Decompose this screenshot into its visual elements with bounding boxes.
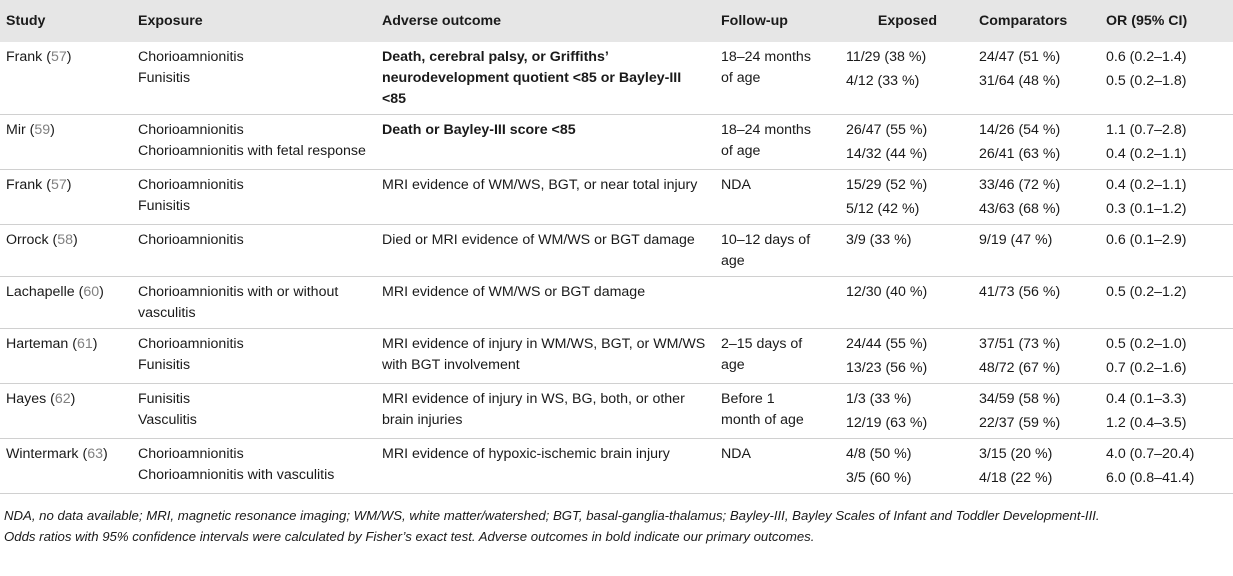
- exposed-value: 15/29 (52 %): [846, 177, 928, 193]
- comparators-cell: [951, 170, 1092, 225]
- followup-cell: 18–24 months of age: [721, 122, 811, 159]
- exposed-cell: [822, 170, 951, 225]
- followup-cell: NDA: [721, 177, 751, 193]
- or-cell: [1092, 277, 1233, 329]
- exposed-value: 14/32 (44 %): [846, 146, 928, 162]
- outcome-cell: MRI evidence of injury in WS, BG, both, or other brain injuries: [382, 391, 685, 428]
- exposure-item: Chorioamnionitis: [138, 122, 244, 138]
- or-value: 0.4 (0.2–1.1): [1106, 177, 1187, 193]
- table-row: [0, 42, 1233, 115]
- or-value: 0.6 (0.1–2.9): [1106, 232, 1187, 248]
- comparators-value: 31/64 (48 %): [979, 73, 1061, 89]
- exposure-cell: [132, 277, 376, 329]
- or-value: 0.7 (0.2–1.6): [1106, 360, 1187, 376]
- reference-link[interactable]: 57: [50, 177, 67, 193]
- header-outcome: Adverse outcome: [382, 13, 502, 29]
- comparators-value: 4/18 (22 %): [979, 470, 1053, 486]
- outcome-cell: MRI evidence of hypoxic-ischemic brain injury: [382, 446, 670, 462]
- header-exposure: Exposure: [138, 13, 203, 29]
- study-name: Mir: [6, 122, 26, 138]
- exposed-value: 26/47 (55 %): [846, 122, 928, 138]
- exposed-value: 12/19 (63 %): [846, 415, 928, 431]
- study-cell: Wintermark (63): [6, 446, 108, 462]
- comparators-cell: [951, 115, 1092, 170]
- comparators-value: 14/26 (54 %): [979, 122, 1061, 138]
- exposure-cell: [132, 225, 376, 277]
- exposure-item: Funisitis: [138, 198, 191, 214]
- study-name: Frank: [6, 49, 43, 65]
- or-cell: [1092, 384, 1233, 439]
- exposed-cell: [822, 225, 951, 277]
- or-value: 0.6 (0.2–1.4): [1106, 49, 1187, 65]
- exposure-cell: [132, 384, 376, 439]
- or-cell: [1092, 170, 1233, 225]
- outcome-cell: MRI evidence of WM/WS, BGT, or near total injury: [382, 177, 698, 193]
- exposure-item: Chorioamnionitis with fetal response: [138, 143, 366, 159]
- exposure-item: Chorioamnionitis: [138, 336, 244, 352]
- exposure-item: Chorioamnionitis: [138, 177, 244, 193]
- reference-link[interactable]: 59: [34, 122, 51, 138]
- reference-link[interactable]: 58: [57, 232, 74, 248]
- or-value: 1.1 (0.7–2.8): [1106, 122, 1187, 138]
- exposed-value: 1/3 (33 %): [846, 391, 912, 407]
- study-cell: Hayes (62): [6, 391, 76, 407]
- exposed-cell: [822, 277, 951, 329]
- comparators-cell: [951, 384, 1092, 439]
- exposure-cell: [132, 329, 376, 384]
- or-cell: [1092, 329, 1233, 384]
- study-cell: Orrock (58): [6, 232, 78, 248]
- reference-link[interactable]: 60: [83, 284, 100, 300]
- study-name: Harteman: [6, 336, 69, 352]
- or-cell: [1092, 42, 1233, 115]
- outcome-cell: Died or MRI evidence of WM/WS or BGT damage: [382, 232, 695, 248]
- followup-cell: Before 1 month of age: [721, 391, 804, 428]
- or-value: 6.0 (0.8–41.4): [1106, 470, 1195, 486]
- followup-cell: [715, 277, 822, 329]
- exposed-value: 12/30 (40 %): [846, 284, 928, 300]
- exposed-value: 13/23 (56 %): [846, 360, 928, 376]
- table-row: [0, 170, 1233, 225]
- table-row: [0, 384, 1233, 439]
- exposure-item: Funisitis: [138, 391, 191, 407]
- exposure-cell: [132, 115, 376, 170]
- study-name: Wintermark: [6, 446, 79, 462]
- exposed-value: 24/44 (55 %): [846, 336, 928, 352]
- reference-link[interactable]: 62: [54, 391, 71, 407]
- header-row: [0, 0, 1233, 42]
- comparators-value: 41/73 (56 %): [979, 284, 1061, 300]
- or-cell: [1092, 115, 1233, 170]
- exposure-item: Vasculitis: [138, 412, 197, 428]
- study-name: Frank: [6, 177, 43, 193]
- abbreviations-note: NDA, no data available; MRI, magnetic resonance imaging; WM/WS, white matter/watershed; BGT, basal-ganglia-thalamus; Bayley-III, Bayley Scales of Infant and Toddler Development-III.: [4, 508, 1100, 523]
- study-cell: Harteman (61): [6, 336, 98, 352]
- exposure-cell: [132, 170, 376, 225]
- or-value: 0.3 (0.1–1.2): [1106, 201, 1187, 217]
- comparators-value: 34/59 (58 %): [979, 391, 1061, 407]
- study-name: Lachapelle: [6, 284, 75, 300]
- followup-cell: 2–15 days of age: [721, 336, 803, 373]
- or-cell: [1092, 439, 1233, 494]
- study-cell: Mir (59): [6, 122, 55, 138]
- exposed-cell: [822, 439, 951, 494]
- exposure-item: Funisitis: [138, 357, 191, 373]
- or-value: 0.5 (0.2–1.2): [1106, 284, 1187, 300]
- study-cell: Lachapelle (60): [6, 284, 104, 300]
- exposure-item: Funisitis: [138, 70, 191, 86]
- exposed-value: 4/12 (33 %): [846, 73, 920, 89]
- followup-cell: 10–12 days of age: [721, 232, 811, 269]
- or-value: 0.5 (0.2–1.8): [1106, 73, 1187, 89]
- exposed-value: 5/12 (42 %): [846, 201, 920, 217]
- outcome-cell: MRI evidence of injury in WM/WS, BGT, or WM/WS with BGT involvement: [382, 336, 706, 373]
- comparators-value: 9/19 (47 %): [979, 232, 1053, 248]
- header-comparators: Comparators: [979, 13, 1068, 29]
- exposure-cell: [132, 439, 376, 494]
- header-study: Study: [6, 13, 46, 29]
- comparators-cell: [951, 439, 1092, 494]
- or-value: 0.5 (0.2–1.0): [1106, 336, 1187, 352]
- comparators-value: 48/72 (67 %): [979, 360, 1061, 376]
- exposed-cell: [822, 329, 951, 384]
- or-cell: [1092, 225, 1233, 277]
- comparators-value: 43/63 (68 %): [979, 201, 1061, 217]
- table-row: [0, 115, 1233, 170]
- comparators-cell: [951, 225, 1092, 277]
- outcome-cell: Death or Bayley-III score <85: [382, 122, 576, 138]
- exposure-item: Chorioamnionitis with or without vasculitis: [138, 284, 339, 321]
- exposure-item: Chorioamnionitis: [138, 232, 244, 248]
- exposed-value: 3/5 (60 %): [846, 470, 912, 486]
- comparators-value: 22/37 (59 %): [979, 415, 1061, 431]
- table-row: [0, 225, 1233, 277]
- table-row: [0, 439, 1233, 494]
- or-value: 0.4 (0.2–1.1): [1106, 146, 1187, 162]
- outcome-cell: MRI evidence of WM/WS or BGT damage: [382, 284, 646, 300]
- exposed-value: 11/29 (38 %): [846, 49, 927, 65]
- comparators-cell: [951, 329, 1092, 384]
- exposed-cell: [822, 42, 951, 115]
- comparators-value: 3/15 (20 %): [979, 446, 1053, 462]
- exposed-value: 4/8 (50 %): [846, 446, 912, 462]
- exposed-cell: [822, 115, 951, 170]
- table-notes: [0, 494, 1143, 546]
- comparators-value: 33/46 (72 %): [979, 177, 1061, 193]
- exposure-item: Chorioamnionitis with vasculitis: [138, 467, 335, 483]
- exposure-item: Chorioamnionitis: [138, 446, 244, 462]
- comparators-value: 24/47 (51 %): [979, 49, 1061, 65]
- outcome-cell: Death, cerebral palsy, or Griffiths’ neurodevelopment quotient <85 or Bayley-III <85: [382, 49, 682, 107]
- methods-note: Odds ratios with 95% confidence intervals were calculated by Fisher’s exact test. Adverse outcomes in bold indicate our primary outcomes.: [4, 529, 815, 544]
- table-row: [0, 277, 1233, 329]
- followup-cell: 18–24 months of age: [721, 49, 811, 86]
- reference-link[interactable]: 61: [76, 336, 93, 352]
- study-cell: Frank (57): [6, 177, 72, 193]
- comparators-value: 37/51 (73 %): [979, 336, 1061, 352]
- header-exposed: Exposed: [877, 13, 937, 29]
- exposure-cell: [132, 42, 376, 115]
- header-followup: Follow-up: [721, 13, 788, 29]
- study-name: Orrock: [6, 232, 49, 248]
- or-value: 0.4 (0.1–3.3): [1106, 391, 1187, 407]
- study-cell: Frank (57): [6, 49, 72, 65]
- reference-link[interactable]: 63: [87, 446, 103, 462]
- comparators-cell: [951, 42, 1092, 115]
- header-or: OR (95% CI): [1106, 13, 1188, 29]
- comparators-value: 26/41 (63 %): [979, 146, 1061, 162]
- exposed-cell: [822, 384, 951, 439]
- reference-link[interactable]: 57: [50, 49, 67, 65]
- or-value: 4.0 (0.7–20.4): [1106, 446, 1195, 462]
- exposure-item: Chorioamnionitis: [138, 49, 244, 65]
- exposed-value: 3/9 (33 %): [846, 232, 912, 248]
- comparators-cell: [951, 277, 1092, 329]
- followup-cell: NDA: [721, 446, 751, 462]
- study-name: Hayes: [6, 391, 47, 407]
- table-row: [0, 329, 1233, 384]
- or-value: 1.2 (0.4–3.5): [1106, 415, 1187, 431]
- table-body: [0, 42, 1233, 494]
